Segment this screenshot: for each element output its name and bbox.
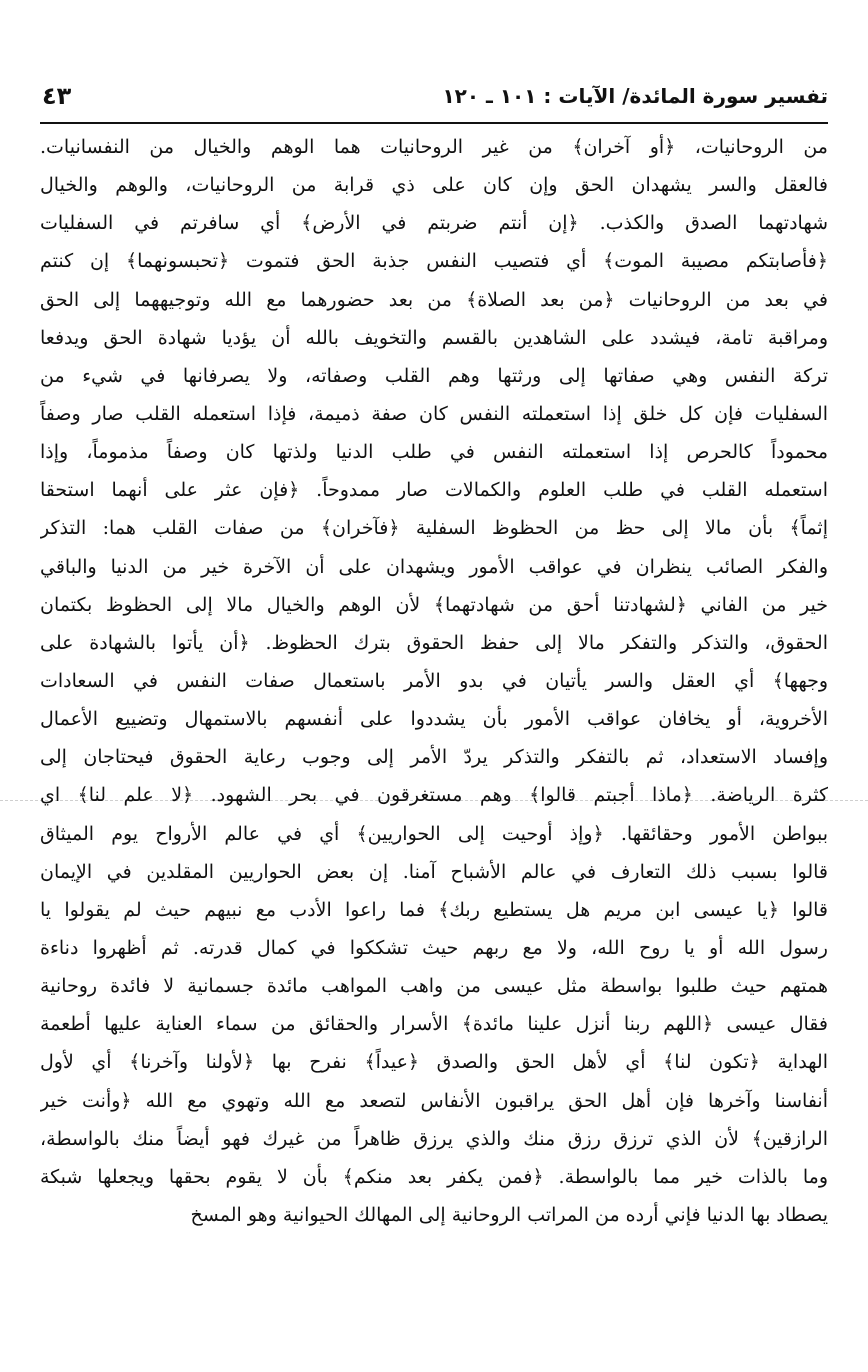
- text-line: والفكر الصائب ينظران في عواقب الأمور ويشهدان على أن الآخرة خير من الدنيا والباقي: [40, 555, 828, 578]
- text-line: وما بالذات خير مما بالواسطة. ﴿فمن يكفر بعد منكم﴾ بأن لا يقوم بحقها ويجعلها شبكة: [40, 1165, 828, 1188]
- text-line: رسول الله أو يا روح الله، ولا مع ربهم حيث تشككوا في كمال قدرته. ثم أظهروا دناءة: [40, 936, 828, 959]
- running-header: [40, 82, 828, 124]
- text-line: وإفساد الاستعداد، ثم بالتفكر والتذكر يردّ الأمر إلى وجوب رعاية الحقوق فيحتاجان إلى: [40, 746, 828, 769]
- text-line: شهادتهما الصدق والكذب. ﴿إن أنتم ضربتم في الأرض﴾ أي سافرتم في السفليات: [40, 212, 828, 235]
- text-line: ﴿فأصابتكم مصيبة الموت﴾ أي فتصيب النفس جذبة الحق فتموت ﴿تحبسونهما﴾ إن كنتم: [40, 250, 828, 273]
- text-line: ببواطن الأمور وحقائقها. ﴿وإذ أوحيت إلى الحواريين﴾ أي في عالم الأرواح يوم الميثاق: [40, 822, 828, 845]
- text-line: الرازقين﴾ لأن الذي ترزق رزق منك والذي يرزق ظاهراً من غيرك فهو أيضاً منك بالواسطة،: [40, 1127, 828, 1150]
- text-line: تركة النفس وهي صفاتها إلى ورثتها وهم القلب وصفاته، ولا يصرفانها في شيء من: [40, 364, 828, 387]
- text-line: استعمله القلب في طلب العلوم والكمالات صار ممدوحاً. ﴿فإن عثر على أنهما استحقا: [40, 479, 828, 502]
- page-number: ٤٣: [42, 82, 72, 110]
- text-line: يصطاد بها الدنيا فإني أرده من المراتب الروحانية إلى المهالك الحيوانية وهو المسخ: [190, 1203, 828, 1226]
- text-line: همتهم حيث طلبوا بواسطة مثل عيسى من واهب المواهب مائدة جسمانية لا فائدة روحانية: [40, 975, 828, 998]
- text-line: ومراقبة تامة، فيشدد على الشاهدين بالقسم والتخويف بالله أن يؤديا شهادة الحق ويدفعا: [40, 326, 828, 349]
- text-line: الأخروية، أو يخافان عواقب الأمور بأن يشددوا على أنفسهم بالاستمهال وتضييع الأعمال: [40, 708, 828, 731]
- body-text: [40, 128, 828, 1234]
- text-line: في بعد من الروحانيات ﴿من بعد الصلاة﴾ من بعد حضورهما مع الله وتوجيههما إلى الحق: [40, 288, 828, 311]
- text-line: فالعقل والسر يشهدان الحق وإن كان على ذي قرابة من الروحانيات، والوهم والخيال: [40, 174, 828, 197]
- text-line: إثماً﴾ بأن مالا إلى حظ من الحظوظ السفلية ﴿فآخران﴾ من صفات القلب هما: التذكر: [40, 517, 828, 540]
- text-line: محموداً كالحرص إذا استعملته النفس في طلب الدنيا ولذتها كان وصفاً مذموماً، وإذا: [40, 441, 828, 464]
- text-line: قالوا بسبب ذلك التعارف في عالم الأشباح آمنا. إن بعض الحواريين المقلدين في الإيمان: [40, 860, 828, 883]
- text-line: كثرة الرياضة. ﴿ماذا أجبتم قالوا﴾ وهم مستغرقون في بحر الشهود. ﴿لا علم لنا﴾ اي: [40, 784, 828, 807]
- text-line: الحقوق، والتذكر والتفكر مالا إلى حفظ الحقوق بترك الحظوظ. ﴿أن يأتوا بالشهادة على: [40, 631, 828, 654]
- text-line: قالوا ﴿يا عيسى ابن مريم هل يستطيع ربك﴾ فما راعوا الأدب مع نبيهم حيث لم يقولوا يا: [40, 898, 828, 921]
- text-line: فقال عيسى ﴿اللهم ربنا أنزل علينا مائدة﴾ الأسرار والحقائق من سماء العناية عليها أطعمة: [40, 1013, 828, 1036]
- header-title: تفسير سورة المائدة/ الآيات : ١٠١ ـ ١٢٠: [442, 84, 828, 108]
- text-line: أنفاسنا وآخرها فإن أهل الحق يراقبون الأنفاس لتصعد مع الله وتهوي مع الله ﴿وأنت خير: [40, 1089, 828, 1112]
- text-line: الهداية ﴿تكون لنا﴾ أي لأهل الحق والصدق ﴿عيداً﴾ نفرح بها ﴿لأولنا وآخرنا﴾ أي لأول: [40, 1051, 828, 1074]
- text-line: السفليات فإن كل خلق إذا استعملته النفس كان صفة ذميمة، فإذا استعمله القلب صار وصفاً: [40, 402, 828, 425]
- text-line: وجهها﴾ أي العقل والسر يأتيان في بدو الأمر باستعمال صفات النفس في السعادات: [40, 669, 828, 692]
- text-line: خير من الفاني ﴿لشهادتنا أحق من شهادتهما﴾ لأن الوهم والخيال مالا إلى الحظوظ بكتمان: [40, 593, 828, 616]
- text-line: من الروحانيات، ﴿أو آخران﴾ من غير الروحانيات هما الوهم والخيال من النفسانيات.: [40, 136, 828, 158]
